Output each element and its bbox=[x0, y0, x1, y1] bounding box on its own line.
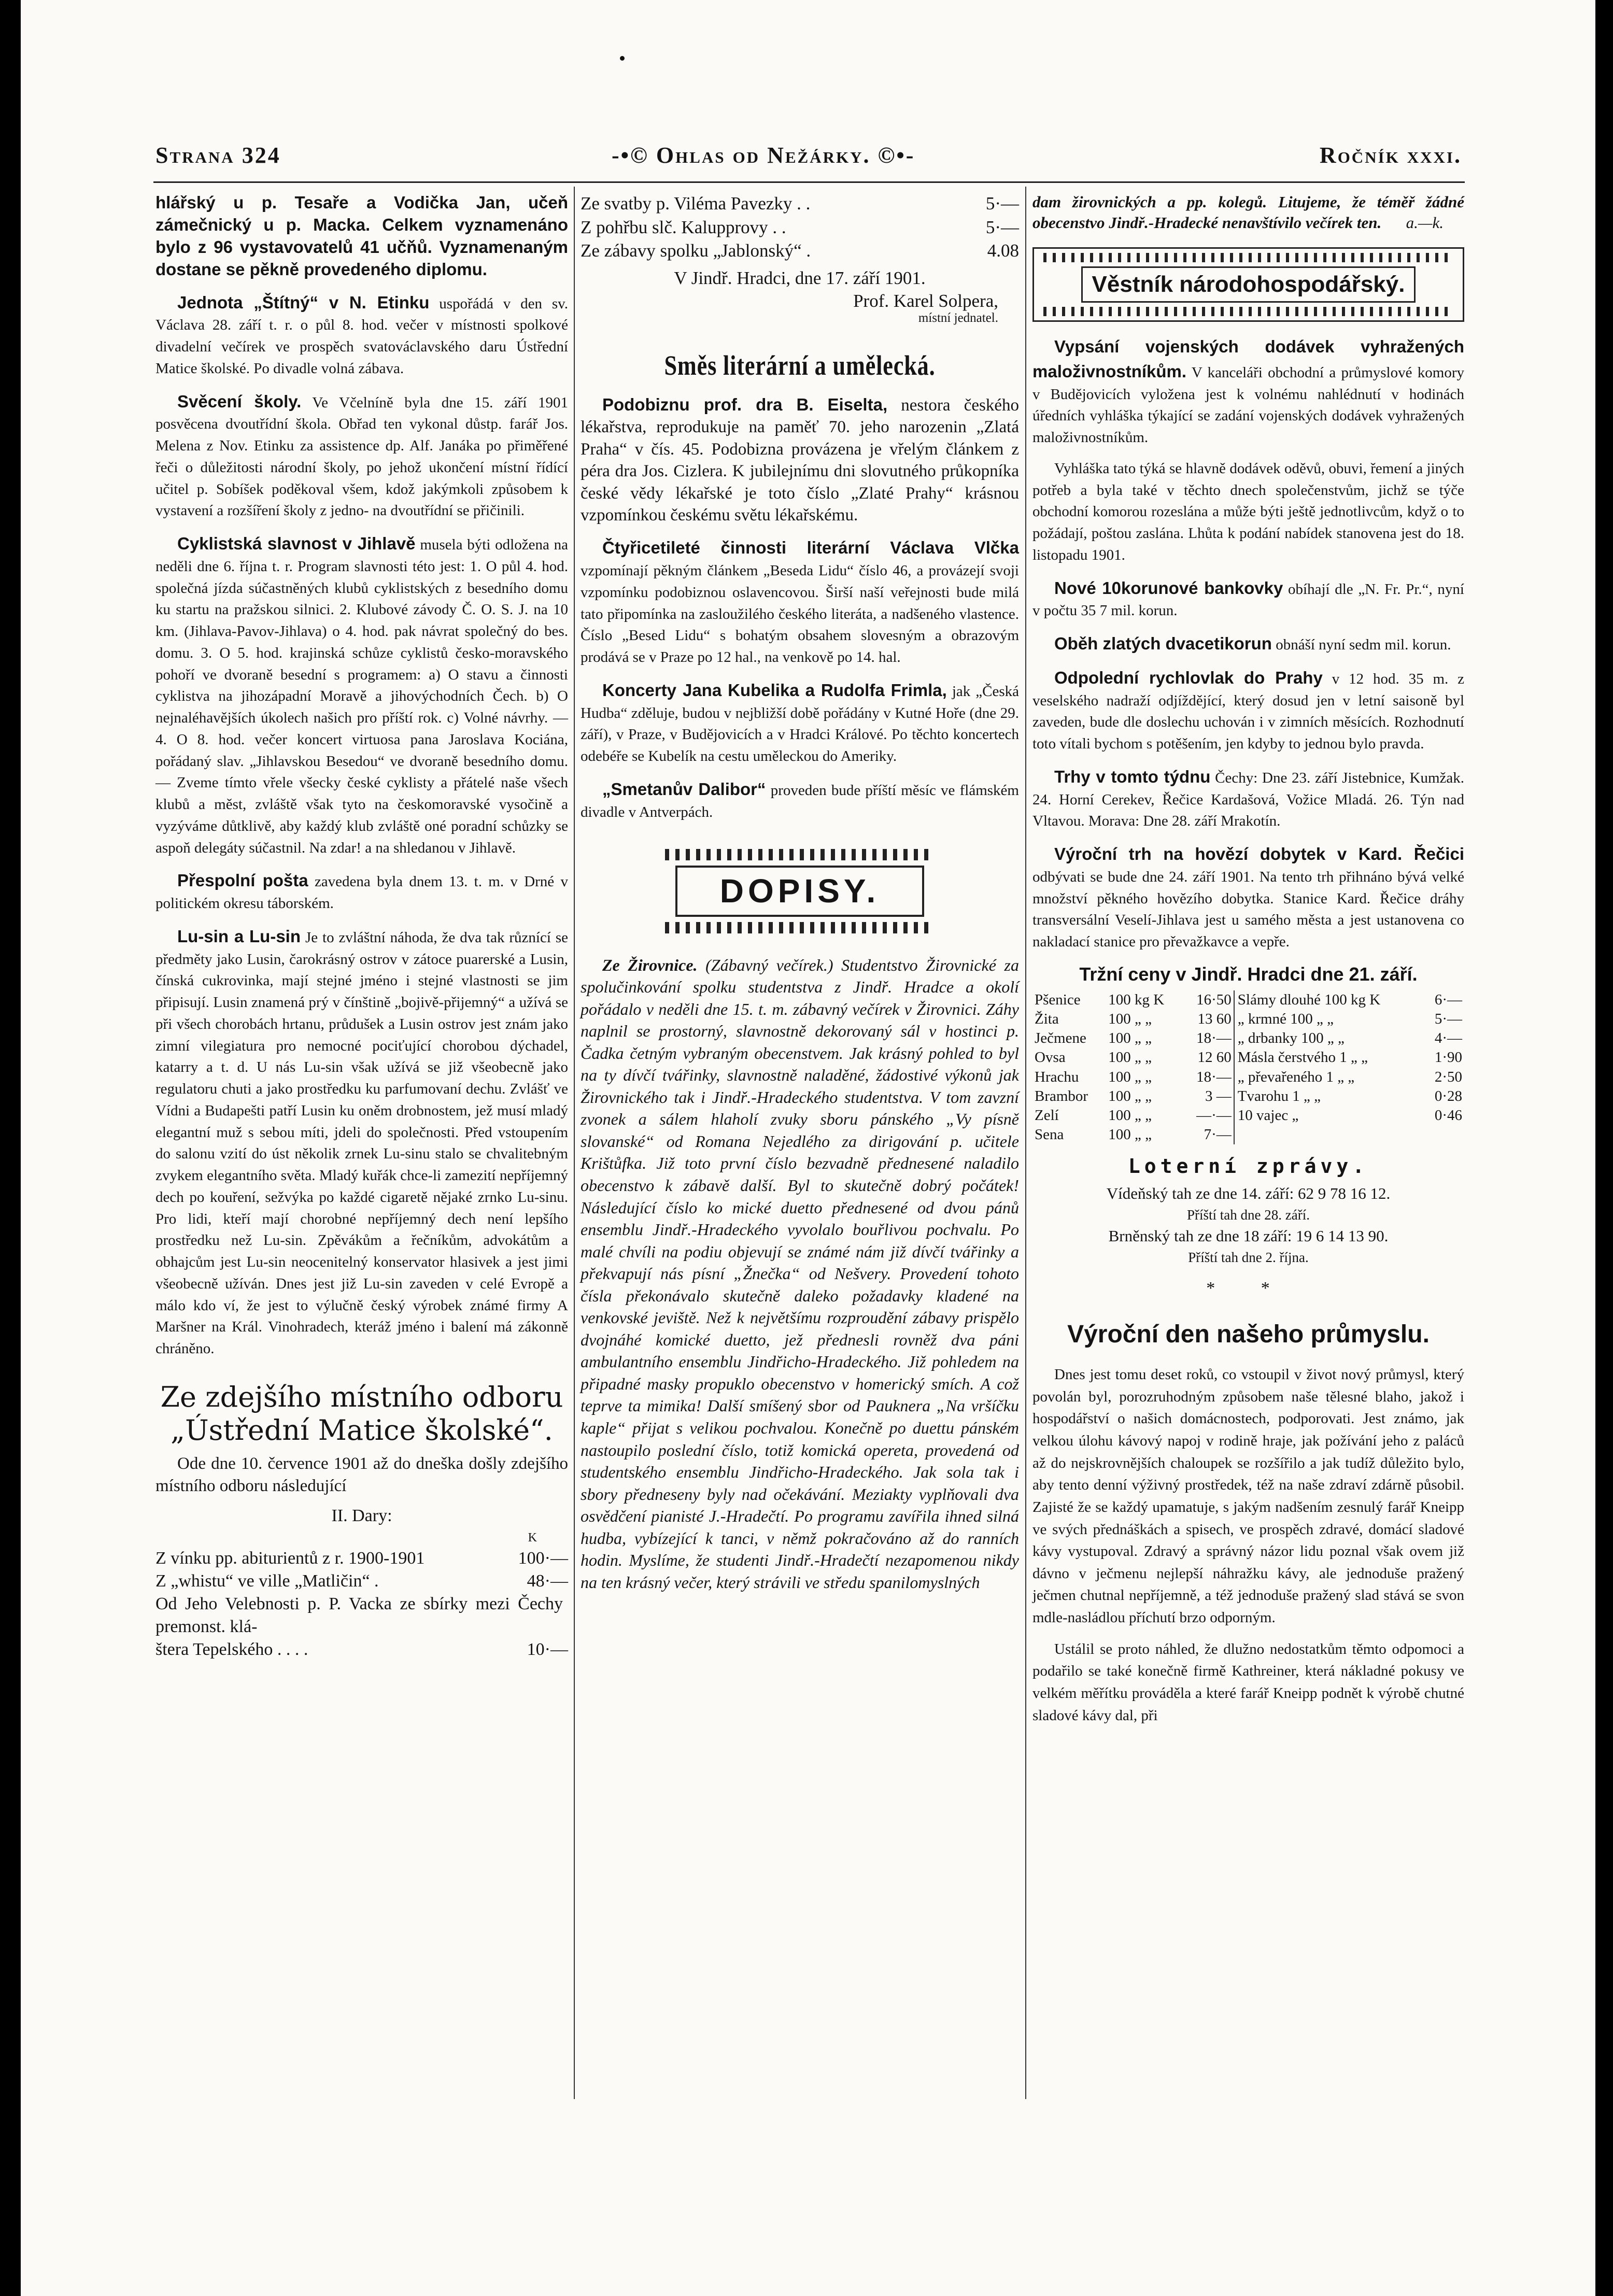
article-lusin bbox=[155, 924, 568, 1360]
donation-list bbox=[155, 1547, 568, 1662]
article-trhy bbox=[1032, 764, 1464, 832]
price-item: Brambor bbox=[1035, 1087, 1088, 1104]
ornament-border bbox=[1043, 307, 1453, 316]
article-body: vzpomínají pěkným článkem „Beseda Lidu“ číslo 46, a provázejí svoji vzpomínku podobiznou oslavencovou. Širší naší veřejnosti bude milá tato připomínka na zasloužilého českého literáta, a nadšeného vlastence. Číslo „Besed Lidu“ s bohatým obsahem slovesným a obrazovým prodává se v Praze po 12 hal., na venkově po 14. hal. bbox=[581, 562, 1019, 666]
signature bbox=[581, 290, 1019, 327]
article-body: jak „Česká Hudba“ zděluje, budou v nejbližší době pořádány v Kutné Hoře (dne 29. září), v Praze, v Budějovicích a v Hradci Králové. Po těchto koncertech odebéře se Kubelík na cestu uměleckou do Ameriky. bbox=[581, 683, 1020, 765]
article-heading: Odpolední rychlovlak do Prahy bbox=[1054, 668, 1323, 687]
price-value: 6·— bbox=[1434, 991, 1462, 1009]
article-vyhlaska: Vyhláška tato týká se hlavně dodávek oděvů, obuvi, řemení a jiných potřeb a byla také v těchto dnech společenstvům, jichž se týče obchodní komorou rozeslána a může býti ještě jednotlivcům, když o to požádají, poštou zaslána. Lhůta k podání nabídek stanovena jest do 18. listopadu 1901. bbox=[1032, 460, 1464, 563]
price-row bbox=[1032, 1068, 1464, 1087]
market-prices-heading: Tržní ceny v Jindř. Hradci dne 21. září. bbox=[1079, 963, 1418, 985]
price-item: Pšenice bbox=[1035, 991, 1081, 1009]
dary-heading: II. Dary: bbox=[331, 1506, 392, 1526]
lottery-line: Příští tah dne 28. září. bbox=[1187, 1207, 1310, 1223]
right-scan-edge bbox=[1595, 0, 1613, 2296]
odbor-title: Ze zdejšího místního odboru „Ústřední Matice školské“. bbox=[160, 1380, 563, 1447]
donation-row bbox=[155, 1638, 568, 1661]
price-value: 7·— bbox=[1204, 1126, 1232, 1143]
donation-amount: 5·— bbox=[985, 217, 1019, 237]
donation-amount: 10·— bbox=[527, 1640, 568, 1660]
lottery-line: Vídeňský tah ze dne 14. září: 62 9 78 16 12. bbox=[1106, 1184, 1391, 1202]
price-value: 16·50 bbox=[1196, 991, 1232, 1009]
price-unit: 100 „ „ bbox=[1108, 1011, 1152, 1028]
price-unit: 100 „ „ bbox=[1108, 1068, 1152, 1085]
donation-text: Z „whistu“ ve ville „Matličin“ . bbox=[155, 1571, 379, 1591]
price-item: „ převařeného 1 „ „ bbox=[1237, 1068, 1355, 1085]
currency-label: K bbox=[528, 1530, 537, 1544]
article-body: Je to zvláštní náhoda, že dva tak různící se předměty jako Lusin, čarokrásný ostrov v zátoce puarerské a Lusin, čínská cukrovinka, mají stejné jméno i stejné vlastnosti se jim připisují. Lusin znamená prý v čínštině „bojivě-přijemný“ a užívá se při všech chorobách hrtanu, průdušek a Lusin ostrov jest znám jako zimní vilegiatura pro nemocné pociťující chorobou dýchadel, katarry a t. d. U nás Lu-sin však užívá se již všeobecně jako regulatoru chuti a jako prostředku ku parfumovaní dechu. Zvlášť ve Vídni a Budapešti patří Lusin ku oněm drobnostem, jež musí mladý elegantní muž s sebou míti, jdeli do společnosti. Před vstoupením do salonu vzití do úst několik zrnek Lu-sinu stalo se chvalitebným zvykem elegantního světa. Mladý kuřák chce-li zamezití nepříjemný dech po kouření, sežvýka po každé cigaretě nějaké zrnko Lu-sinu. Pro lidi, kteří mají chorobné nepříjemný dech není lepšího prostředku než Lu-sin. Zpěvákům a řečníkům, advokátům a obhajcům jest Lu-sin neocenitelný konservator hlasivek a jest jimi všeobecně užíván. Dnes jest již Lu-sin zaveden v celé Evropě a málo kdo ví, že jest to výlučně český výrobek známé firmy A Maršner na Král. Vinohradech, kteráž jméno i balení má zákonně chráněno. bbox=[155, 929, 568, 1357]
section-heading-prumysl: Výroční den našeho průmyslu. bbox=[1067, 1320, 1430, 1348]
vestnik-banner bbox=[1032, 247, 1464, 322]
article-body: zavedena byla dnem 13. t. m. v Drné v politickém okresu táborském. bbox=[155, 873, 568, 912]
article-heading: Čtyřicetileté činnosti literární Václava Vlčka bbox=[602, 538, 1019, 558]
article-jednota bbox=[155, 290, 568, 380]
price-item: Slámy dlouhé 100 kg K bbox=[1237, 991, 1381, 1009]
column-2 bbox=[581, 192, 1019, 1603]
price-value: 5·— bbox=[1434, 1011, 1462, 1028]
article-podobizna bbox=[581, 394, 1019, 526]
column-1 bbox=[155, 192, 568, 1661]
price-item: Ječmene bbox=[1035, 1030, 1086, 1047]
article-body: Čechy: Dne 23. září Jistebnice, Kumžak. 24. Horní Cerekev, Řečice Kardašová, Vožice Mladá. 26. Týn nad Vltavou. Morava: Dne 28. září Mrakotín. bbox=[1032, 769, 1465, 830]
price-value: 1·90 bbox=[1434, 1049, 1462, 1066]
donation-text: Z vínku pp. abiturientů z r. 1900-1901 bbox=[155, 1548, 425, 1568]
price-unit: 100 „ „ bbox=[1108, 1107, 1152, 1124]
article-body: dam žirovnických a pp. kolegů. Litujeme, že téměř žádné obecenstvo Jindř.-Hradecké nenavštívilo večírek ten. bbox=[1032, 193, 1464, 232]
price-unit: 100 „ „ bbox=[1108, 1126, 1152, 1143]
article-body: proveden bude příští měsíc ve flámském divadle v Antverpách. bbox=[581, 782, 1019, 820]
lottery-line: Příští tah dne 2. října. bbox=[1188, 1250, 1309, 1266]
header-rule bbox=[153, 181, 1465, 183]
continued-article bbox=[1032, 192, 1464, 234]
price-item: „ drbanky 100 „ „ bbox=[1237, 1030, 1345, 1047]
lottery-heading: Loterní zprávy. bbox=[1128, 1155, 1369, 1178]
donation-amount: 5·— bbox=[985, 193, 1019, 214]
price-item: Másla čerstvého 1 „ „ bbox=[1237, 1049, 1368, 1066]
price-unit: 100 „ „ bbox=[1108, 1049, 1152, 1066]
signature-name: Prof. Karel Solpera, bbox=[853, 291, 998, 311]
article-heading: Oběh zlatých dvacetikorun bbox=[1054, 634, 1272, 654]
price-unit: 100 „ „ bbox=[1108, 1030, 1152, 1047]
place-date: V Jindř. Hradci, dne 17. září 1901. bbox=[674, 267, 926, 288]
article-sveceni bbox=[155, 389, 568, 522]
price-value: 4·— bbox=[1434, 1030, 1462, 1047]
price-item: Žita bbox=[1035, 1011, 1059, 1028]
column-3 bbox=[1032, 192, 1464, 1736]
market-prices-table bbox=[1032, 990, 1464, 1144]
column-divider-2 bbox=[1025, 187, 1026, 2099]
running-header bbox=[155, 139, 1462, 175]
donation-amount: 100·— bbox=[518, 1548, 568, 1568]
article-body: obíhají dle „N. Fr. Pr.“, nyní v počtu 35 7 mil. korun. bbox=[1032, 580, 1464, 619]
article-heading: Podobiznu prof. dra B. Eiselta, bbox=[602, 394, 888, 414]
article-cyklistska bbox=[155, 531, 568, 859]
price-row bbox=[1032, 1125, 1464, 1144]
donation-text: Ze svatby p. Viléma Pavezky . . bbox=[581, 193, 811, 214]
price-row bbox=[1032, 1048, 1464, 1067]
article-prumysl-1: Dnes jest tomu deset roků, co vstoupil v život nový průmysl, který povolán byl, porozruhodným způsobem naše tělesné blaho, jakož i hospodářství o našich domácnostech, podporovati. Jest známo, jak velkou úlohu kávový napoj v rodině hraje, jak požívání jeho z paláců až do nejskrovnějších chaloupek se rozšířilo a jak tudíž důležito bylo, aby tento denní výživný prostředek, též na naše zdraví zdárně působil. Zajisté že se každý upamatuje, s jakým nadšením zesnulý farář Kneipp ve svých přednáškách a spisech, ve prospěch zdravé, domácí sladové kávy vystupoval. Zdravý a správný názor lidu poznal však ovem již dávno v ječmenu nejlepší náhražku kávy, ale jednoduše pražený ječmen chutnal nepříjemně, a též jednoduše pražený slad stává se svon mdle-nasládlou příchutí brzo odporným. bbox=[1032, 1366, 1464, 1626]
donation-text: Ze zábavy spolku „Jablonský“ . bbox=[581, 240, 811, 261]
price-item: Sena bbox=[1035, 1126, 1064, 1143]
article-body: v 12 hod. 35 m. z veselského nadraží odjíždějící, který dosud jen v letní saisoně byl zaveden, bude dle doslechu uchován i v zimních měsících. Rozhodnutí toto vítali bychom s potěšením, jen kdyby to jednou bylo pravda. bbox=[1032, 670, 1464, 753]
price-empty bbox=[1236, 1125, 1424, 1144]
continued-article: hlářský u p. Tesaře a Vodička Jan, učeň zámečnický u p. Macka. Celkem vyznamenáno bylo z 96 vystavovatelů 41 učňů. Vyznamenaným dostane se pěkně provedeného diplomu. bbox=[155, 193, 568, 279]
price-item: 10 vajec „ bbox=[1237, 1107, 1299, 1124]
price-item: Ovsa bbox=[1035, 1049, 1066, 1066]
article-koncerty bbox=[581, 678, 1019, 768]
price-unit: 100 kg K bbox=[1108, 991, 1165, 1009]
article-heading: Nové 10korunové bankovky bbox=[1054, 578, 1283, 598]
article-heading: Výroční trh na hovězí dobytek v Kard. Řečici bbox=[1054, 844, 1464, 864]
odbor-intro: Ode dne 10. července 1901 až do dneška došly zdejšího místního odboru následující bbox=[155, 1454, 568, 1496]
donation-row bbox=[581, 239, 1019, 263]
article-body: uspořádá v den sv. Václava 28. září t. r. o půl 8. hod. večer v místnosti spolkové divadelní večírek ve prospěch svatováclavského daru Ústřední Matice školské. Po divadle volná zábava. bbox=[155, 295, 568, 377]
article-body: (Zábavný večírek.) Studentstvo Žirovnické za spolučinkování spolku studentstva z Jindř. Hradce a okolí pořádalo v neděli dne 15. t. m. zábavný večírek v Žirovnici. Záhy naplnil se prostorný, slavnostně dekorovaný sál v hostinci p. Čadka četným vybraným obecenstvem. Jak krásný pohled to byl na ty dívčí tvářinky, slavnostně naladěné, žádostivé výkonů jak Žirovnického tak i Jindř.-Hradeckého studentstva. V tom zavzní zvonek a sálem hlaholí zvuky sboru pánského „Vy písně slovanské“ od Romana Nejedlého za dirigování p. učitele Krištůfka. Již toto první číslo bezvadně přednesené naladilo obecenstvo k zábavě další. Byl to skutečně dobrý počátek! Následující číslo ko mické duetto přednesené od dvou pánů ensemblu Jindř.-Hradeckého vyvolalo bouřlivou pochvalu. Po malé chvíli na podiu objevují se známé nám již dívčí tvářinky a překvapují nás písní „Žnečka“ od Nešvery. Provedení tohoto čísla překonávalo skutečně daleko požadavky kladené na venkovské jeviště. Než k největšímu rozproudění zábavy prispělo dvojnáhé komické duetto, jež přednesli rovněž dva páni ambulantního ensemblu Jindřicho-Hradeckého. Již pohledem na připadné masky propuklo obecenstvo v homerický smích. A což teprve ta mimika! Další smíšený sbor od Pauknera „Na vršíčku kaple“ přijat s velikou pochvalou. Konečně po duettu pánském nastoupilo poslední číslo, totiž komická opereta, provedená od studentského ensemblu Jindřicho-Hradeckého. Jak sola tak i sbory předneseny byly nad očekávání. Meziakty vyplňovali dva osvědčení pianisté J.-Hradečtí. Po programu zavířila ihned silná hudba, vybízející k tanci, v němž pokračováno až do ranních hodin. Myslíme, že studenti Jindř.-Hradečtí nezapomenou nikdy na ten krásný večer, který strávili ve středu spanilomyslných bbox=[581, 955, 1020, 1592]
donation-text: Od Jeho Velebnosti p. P. Vacka ze sbírky mezi Čechy premonst. klá- bbox=[155, 1594, 563, 1637]
price-row bbox=[1032, 1087, 1464, 1106]
lottery-line: Brněnský tah ze dne 18 září: 19 6 14 13 90. bbox=[1108, 1227, 1389, 1245]
ornament-border bbox=[665, 922, 935, 933]
article-heading: Přespolní pošta bbox=[177, 871, 308, 890]
donation-row bbox=[581, 216, 1019, 239]
ornament-border bbox=[665, 849, 935, 860]
price-empty bbox=[1424, 1125, 1464, 1144]
dopisy-heading: DOPISY. bbox=[675, 866, 924, 916]
price-row bbox=[1032, 990, 1464, 1010]
article-heading: Ze Žirovnice. bbox=[602, 955, 698, 974]
price-value: 2·50 bbox=[1434, 1068, 1462, 1085]
article-body: odbývati se bude dne 24. září 1901. Na tento trh přihnáno bývá velké množství pěkného hovězího dobytka. Stanice Kard. Řečice dráhy transversální Veselí-Jihlava jest u samého města a jest ustanovena co nakladací stanice pro převažkavce a vepře. bbox=[1032, 868, 1464, 951]
donation-amount: 4.08 bbox=[987, 240, 1019, 261]
ornament-border bbox=[1043, 253, 1453, 262]
price-value: 12 60 bbox=[1197, 1049, 1232, 1066]
article-heading: Lu-sin a Lu-sin bbox=[177, 926, 301, 946]
article-ctyricetilete bbox=[581, 535, 1019, 669]
article-prumysl-2: Ustálil se proto náhled, že dlužno nedostatkům těmto odpomoci a podařilo se také konečně firmě Kathreiner, která nákladné pokusy ve velkém měřítku prováděla a které farář Kneipp podnět k výrobě chutné sladové kávy dal, při bbox=[1032, 1640, 1464, 1724]
article-heading: Jednota „Štítný“ v N. Etinku bbox=[177, 292, 430, 312]
signature-role: místní jednatel. bbox=[918, 311, 998, 325]
donation-row bbox=[155, 1570, 568, 1593]
price-unit: 100 „ „ bbox=[1108, 1087, 1152, 1104]
vestnik-heading: Věstník národohospodářský. bbox=[1081, 266, 1416, 303]
article-smetanuv bbox=[581, 777, 1019, 824]
donation-row bbox=[155, 1593, 568, 1638]
column-divider-1 bbox=[574, 187, 575, 2099]
print-speck bbox=[620, 56, 625, 61]
price-row bbox=[1032, 1106, 1464, 1125]
donation-text: Z pohřbu slč. Kalupprovy . . bbox=[581, 217, 786, 237]
article-heading: Koncerty Jana Kubelika a Rudolfa Frimla, bbox=[602, 680, 947, 700]
article-vypsani bbox=[1032, 334, 1464, 449]
section-heading-smes: Směs literární a umělecká. bbox=[664, 349, 936, 381]
article-heading: Trhy v tomto týdnu bbox=[1054, 767, 1211, 786]
price-value: 18·— bbox=[1196, 1030, 1232, 1047]
article-bankovky bbox=[1032, 576, 1464, 622]
article-vyrocni-trh bbox=[1032, 842, 1464, 953]
price-value: 3 — bbox=[1205, 1087, 1232, 1104]
article-body: nestora českého lékařstva, reprodukuje na paměť 70. jeho narozenin „Zlatá Praha“ v čís. 45. Podobizna provázena je vřelým článkem z péra dra Jos. Cizlera. K jubilejnímu dni slovutného průkopníka české vědy lékařské je toto číslo „Zlaté Prahy“ krásnou vzpomínkou českému světu lékařskému. bbox=[581, 395, 1019, 525]
dopisy-banner bbox=[665, 849, 935, 933]
price-row bbox=[1032, 1010, 1464, 1029]
price-item: „ krmné 100 „ „ bbox=[1237, 1011, 1334, 1028]
article-zirovnice bbox=[581, 954, 1019, 1594]
article-heading: Cyklistská slavnost v Jihlavě bbox=[177, 534, 416, 554]
article-body: musela býti odložena na neděli dne 6. října t. r. Program slavnosti této jest: 1. O půl 4. hod. společná jízda súčastněných klubů cyklistských z besedního domu ku startu na pražskou silnici. 2. Klubové závody Č. O. S. J. na 10 km. (Jihlava-Pavov-Jihlava) o 4. hod. pak návrat společný do bes. domu. 3. O 5. hod. krajinská schůze cyklistů česko-moravského pohoří ve dvoraně besední s programem: a) O stavu a činnosti cyklistva na jihozápadní Moravě a jihovýchodních Čech. b) O nejnaléhavějších úkolech našich pro příští rok. c) Volné návrhy. — 4. O 8. hod. večer koncert virtuosa pana Jaroslava Kociána, pořádaný slav. „Jihlavskou Besedou“ ve dvoraně besedního domu. — Zveme tímto vřele všecky české cyklisty a přátelé naše všech klubů a měst, zvláště však tyto na českomoravské vysočině a vyzýváme důtklivě, aby každý klub zvláště oné poradní schůzky se aspoň delegáty súčastnil. Na zdar! a na shledanou v Jihlavě. bbox=[155, 536, 568, 856]
article-signature: a.—k. bbox=[1406, 214, 1444, 232]
article-heading: Vypsání vojenských dodávek vyhražených maloživnostníkům. bbox=[1032, 337, 1464, 381]
donation-list-continued bbox=[581, 192, 1019, 263]
article-body: V kanceláři obchodní a průmyslové komory v Budějovicích vyložena jest k volnému nahlédnutí v hodinách úředních vyhláška týkající se zadání vojenských dodávek vyhražených maloživnostníkům. bbox=[1032, 364, 1464, 446]
donation-text: štera Tepelského . . . . bbox=[155, 1640, 308, 1660]
section-stars: * * bbox=[1206, 1278, 1291, 1298]
price-value: 13 60 bbox=[1197, 1011, 1232, 1028]
article-heading: „Smetanův Dalibor“ bbox=[602, 779, 766, 799]
donation-row bbox=[155, 1547, 568, 1570]
page-number: Strana 324 bbox=[155, 143, 281, 168]
donation-row bbox=[581, 192, 1019, 216]
article-prespolni bbox=[155, 868, 568, 915]
article-body: obnáší nyní sedm mil. korun. bbox=[1271, 636, 1451, 654]
price-value: 0·28 bbox=[1434, 1087, 1462, 1104]
price-item: Zelí bbox=[1035, 1107, 1059, 1124]
donation-amount: 48·— bbox=[527, 1571, 568, 1591]
price-item: Hrachu bbox=[1035, 1068, 1079, 1085]
price-value: —·— bbox=[1196, 1107, 1232, 1124]
article-rychlovlak bbox=[1032, 665, 1464, 755]
price-row bbox=[1032, 1029, 1464, 1048]
price-value: 18·— bbox=[1196, 1068, 1232, 1085]
price-value: 0·46 bbox=[1434, 1107, 1462, 1124]
journal-title: -•© Ohlas od Nežárky. ©•- bbox=[612, 143, 915, 168]
article-heading: Svěcení školy. bbox=[177, 391, 302, 411]
article-dvacetikoruny bbox=[1032, 631, 1464, 656]
article-body: Ve Včelníně byla dne 15. září 1901 posvěcena dvoutřídní škola. Obřad ten vykonal důstp. farář Jos. Melena z Nov. Etinku za assistence dp. Alf. Janáka po přiměřené řeči o důležitosti národní školy, po jehož ukončení místní řídící učitel p. Sobíšek poděkoval všem, kdož jakýmkoli způsobem k vystavení a rozšíření školy z jedno- na dvoutřídní se přičinili. bbox=[155, 394, 568, 519]
price-item: Tvarohu 1 „ „ bbox=[1237, 1087, 1321, 1104]
left-scan-edge bbox=[0, 0, 21, 2296]
volume-number: Ročník xxxi. bbox=[1319, 143, 1462, 168]
